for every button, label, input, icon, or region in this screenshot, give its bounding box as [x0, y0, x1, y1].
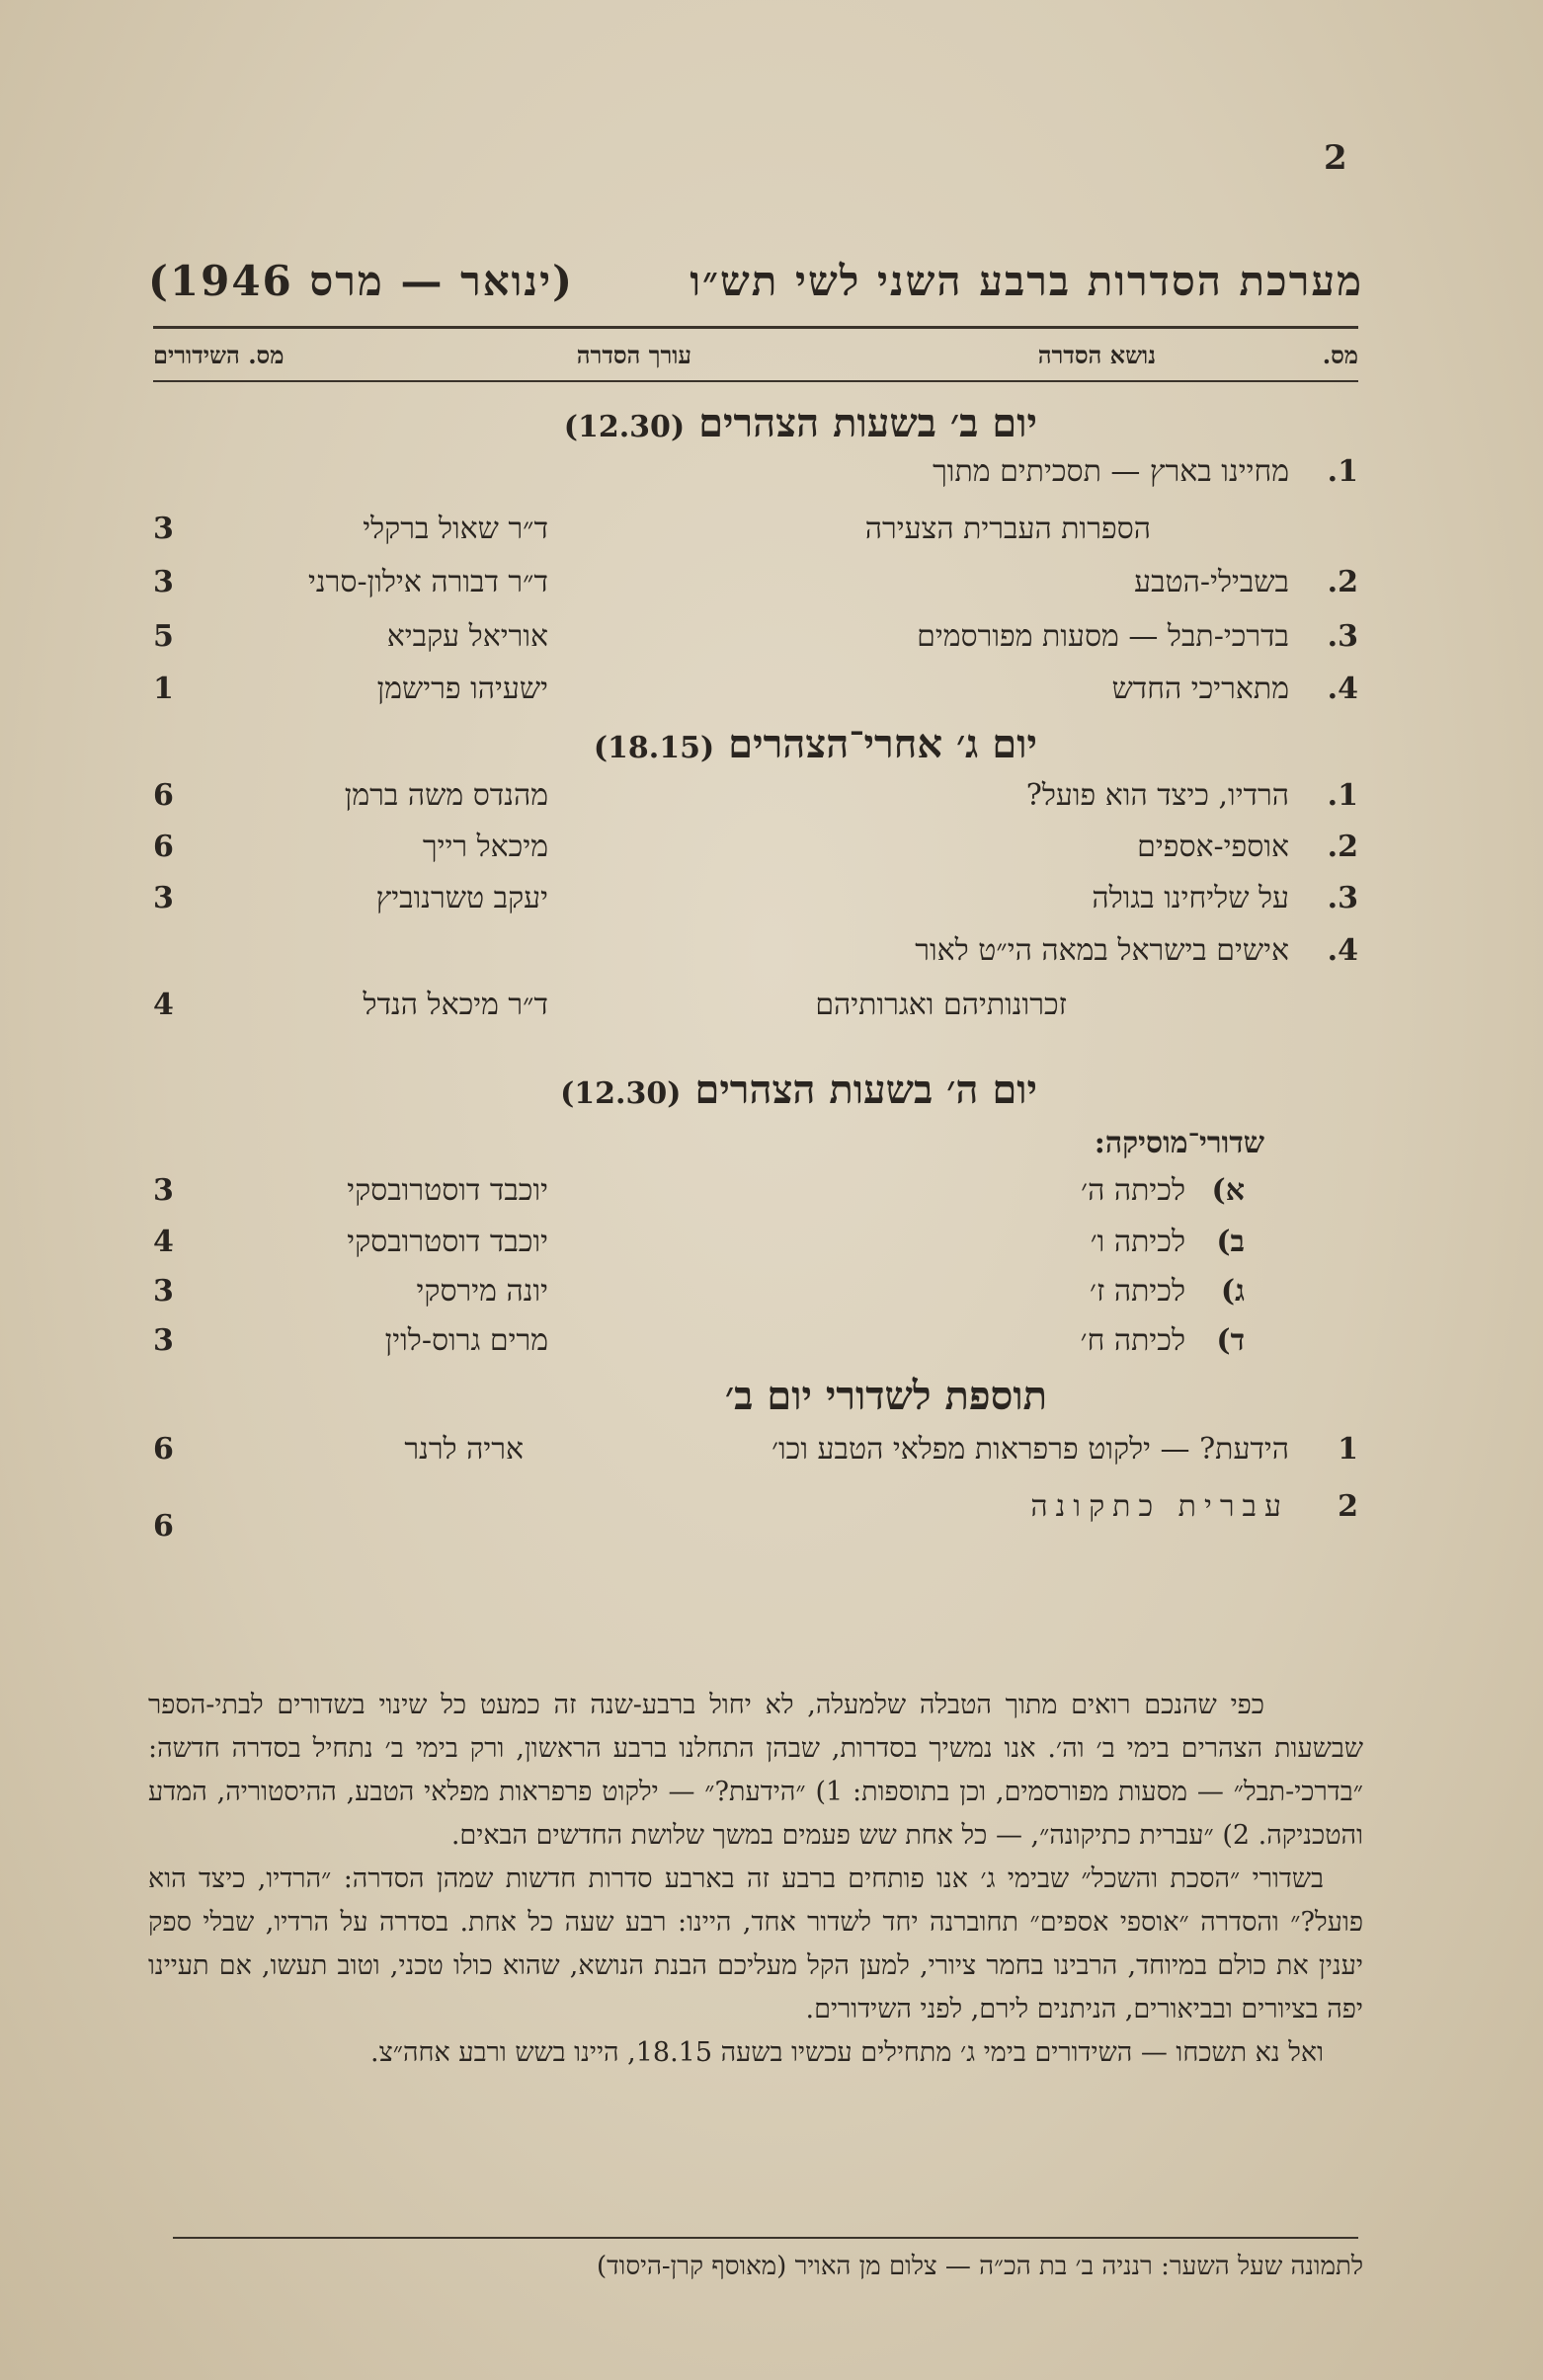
row-topic: עברית כתקונה — [1030, 1489, 1289, 1524]
row-topic: לכיתה ח׳ — [1080, 1323, 1185, 1358]
cover-caption: לתמונה שעל השער: רנניה ב׳ בת הכ״ה — צלום מן האויר (מאוסף קרן-היסוד) — [597, 2252, 1363, 2281]
table-row — [148, 988, 1363, 1037]
table-row — [148, 565, 1363, 614]
row-editor: מרים גרוס-לוין — [384, 1323, 548, 1358]
section-heading-tuesday — [594, 721, 1037, 767]
table-row — [148, 881, 1363, 930]
table-row — [148, 619, 1363, 669]
row-topic: לכיתה ה׳ — [1081, 1173, 1185, 1208]
page-number: 2 — [1324, 138, 1347, 178]
row-topic: אישים בישראל במאה הי״ט לאור — [915, 933, 1289, 968]
title-date-range: (ינואר — מרס 1946) — [148, 257, 574, 305]
row-number: 1. — [1327, 778, 1358, 813]
table-row — [148, 1432, 1363, 1481]
row-topic: על שליחינו בגולה — [1092, 881, 1289, 915]
row-number: 1. — [1327, 454, 1358, 489]
row-editor: ד״ר דבורה אילון-סרני — [308, 565, 548, 599]
row-editor: יעקב טשרנוביץ — [375, 881, 548, 915]
header-rule — [153, 380, 1358, 382]
title-rule — [153, 326, 1358, 329]
row-editor: יוכבד דוסטרובסקי — [347, 1225, 548, 1259]
table-row — [148, 1489, 1363, 1544]
row-number: 1 — [1338, 1432, 1358, 1467]
section-time: (18.15) — [593, 731, 715, 765]
paragraph: בשדורי ״הסכת והשכל״ שבימי ג׳ אנו פותחים ברבע זה בארבע סדרות חדשות שמהן הסדרה: ״הרדיו, כיצד הוא פועל?״ והסדרה ״אוספי אספים״ תחוברנה יחד לשדור אחד, היינו: רבע שעה כל אחת. בסדרה על הרדיו, שבלי ספק יענין את כולם במיוחד, הרבינו בחמר ציורי, למען הקל מעליכם הבנת הנושא, שהוא כולו טכני, וטוב תעשו, אם תעיינו יפה בציורים ובביאורים, הניתנים לירם, לפני השידורים. — [148, 1864, 1363, 2024]
column-header-number: מס. — [1322, 341, 1358, 369]
row-count: 3 — [153, 512, 174, 546]
row-number: 2. — [1327, 830, 1358, 864]
paragraph: כפי שהנכם רואים מתוך הטבלה שלמעלה, לא יחול ברבע-שנה זה כמעט כל שינוי בשדורים לבתי-הספר שבשעות הצהרים בימי ב׳ וה׳. אנו נמשיך בסדרות, שבהן התחלנו ברבע הראשון, ורק בימי ב׳ נתחיל בסדרה חדשה: ״בדרכי-תבל״ — מסעות מפורסמים, וכן בתוספות: 1) ״הידעת?״ — ילקוט פרפראות מפלאי הטבע, ההיסטוריה, המדע והטכניקה. 2) ״עברית כתיקונה״, — כל אחת שש פעמים במשך שלושת החדשים הבאים. — [148, 1690, 1363, 1851]
table-row — [148, 1323, 1363, 1373]
table-row — [148, 1173, 1363, 1223]
row-topic: אוספי-אספים — [1137, 830, 1289, 864]
music-subheading: שדורי־מוסיקה: — [1094, 1126, 1264, 1160]
row-topic: לכיתה ו׳ — [1090, 1225, 1185, 1259]
row-topic: בדרכי-תבל — מסעות מפורסמים — [917, 619, 1289, 654]
row-count: 6 — [153, 778, 174, 813]
row-count: 3 — [153, 1173, 174, 1208]
column-header-editor: עורך הסדרה — [576, 341, 691, 369]
section-time: (12.30) — [560, 1076, 682, 1111]
row-count: 4 — [153, 1225, 174, 1259]
section-heading-thursday — [560, 1067, 1037, 1113]
table-row — [148, 512, 1363, 561]
row-editor: יוכבד דוסטרובסקי — [347, 1173, 548, 1208]
body-text — [148, 1684, 1363, 2075]
table-row — [148, 830, 1363, 879]
row-editor: מיכאל רייך — [422, 830, 548, 864]
table-row — [148, 1225, 1363, 1274]
row-editor: יונה מירסקי — [416, 1274, 548, 1309]
row-count: 6 — [153, 830, 174, 864]
row-count: 3 — [153, 565, 174, 599]
row-number: 4. — [1327, 672, 1358, 706]
row-number: ג) — [1220, 1274, 1245, 1309]
row-number: ד) — [1216, 1323, 1245, 1358]
table-row — [148, 1274, 1363, 1323]
table-row — [148, 933, 1363, 983]
row-count: 3 — [153, 881, 174, 915]
column-header-topic: נושא הסדרה — [1037, 341, 1156, 369]
row-count: 1 — [153, 672, 174, 706]
table-row — [148, 672, 1363, 721]
row-topic: לכיתה ז׳ — [1090, 1274, 1185, 1309]
paragraph: ואל נא תשכחו — השידורים בימי ג׳ מתחילים עכשיו בשעה 18.15, היינו בשש ורבע אחה״צ. — [370, 2037, 1324, 2068]
row-topic: הספרות העברית הצעירה — [864, 512, 1151, 546]
section-heading-monday — [564, 400, 1037, 446]
row-count: 6 — [153, 1509, 174, 1544]
row-editor: ד״ר שאול ברקלי — [363, 512, 548, 546]
table-row — [148, 454, 1363, 504]
row-count: 5 — [153, 619, 174, 654]
column-header-count: מס. השידורים — [153, 341, 284, 369]
row-number: 3. — [1327, 881, 1358, 915]
row-number: ב) — [1216, 1225, 1245, 1259]
title-text: מערכת הסדרות ברבע השני לשי תש״ו — [690, 257, 1363, 305]
row-number: א) — [1211, 1173, 1245, 1208]
addition-heading: תוספת לשדורי יום ב׳ — [724, 1373, 1047, 1419]
row-number: 2. — [1327, 565, 1358, 599]
section-title: יום ב׳ בשעות הצהרים — [698, 400, 1037, 446]
row-topic: מתאריכי החדש — [1111, 672, 1289, 706]
row-count: 3 — [153, 1323, 174, 1358]
row-number: 3. — [1327, 619, 1358, 654]
section-title: יום ג׳ אחרי־הצהרים — [728, 721, 1037, 767]
row-editor: אוריאל עקביא — [386, 619, 548, 654]
row-topic: זכרונותיהם ואגרותיהם — [815, 988, 1067, 1022]
row-count: 3 — [153, 1274, 174, 1309]
row-count: 4 — [153, 988, 174, 1022]
caption-rule — [173, 2237, 1358, 2239]
section-title: יום ה׳ בשעות הצהרים — [694, 1067, 1037, 1113]
row-editor: ד״ר מיכאל הנדל — [363, 988, 548, 1022]
row-topic: בשבילי-הטבע — [1134, 565, 1289, 599]
row-topic: הידעת? — ילקוט פרפראות מפלאי הטבע וכו׳ — [772, 1432, 1289, 1467]
row-editor: מהנדס משה ברמן — [344, 778, 548, 813]
row-topic: מחיינו בארץ — תסכיתים מתוך — [933, 454, 1289, 489]
page-title — [148, 257, 1363, 306]
row-number: 2 — [1338, 1489, 1358, 1524]
row-number: 4. — [1327, 933, 1358, 968]
table-row — [148, 778, 1363, 828]
section-time: (12.30) — [563, 410, 686, 444]
row-editor: אריה לרנר — [404, 1432, 524, 1467]
row-topic: הרדיו, כיצד הוא פועל? — [1025, 778, 1289, 813]
row-editor: ישעיהו פרישמן — [376, 672, 548, 706]
row-count: 6 — [153, 1432, 174, 1467]
